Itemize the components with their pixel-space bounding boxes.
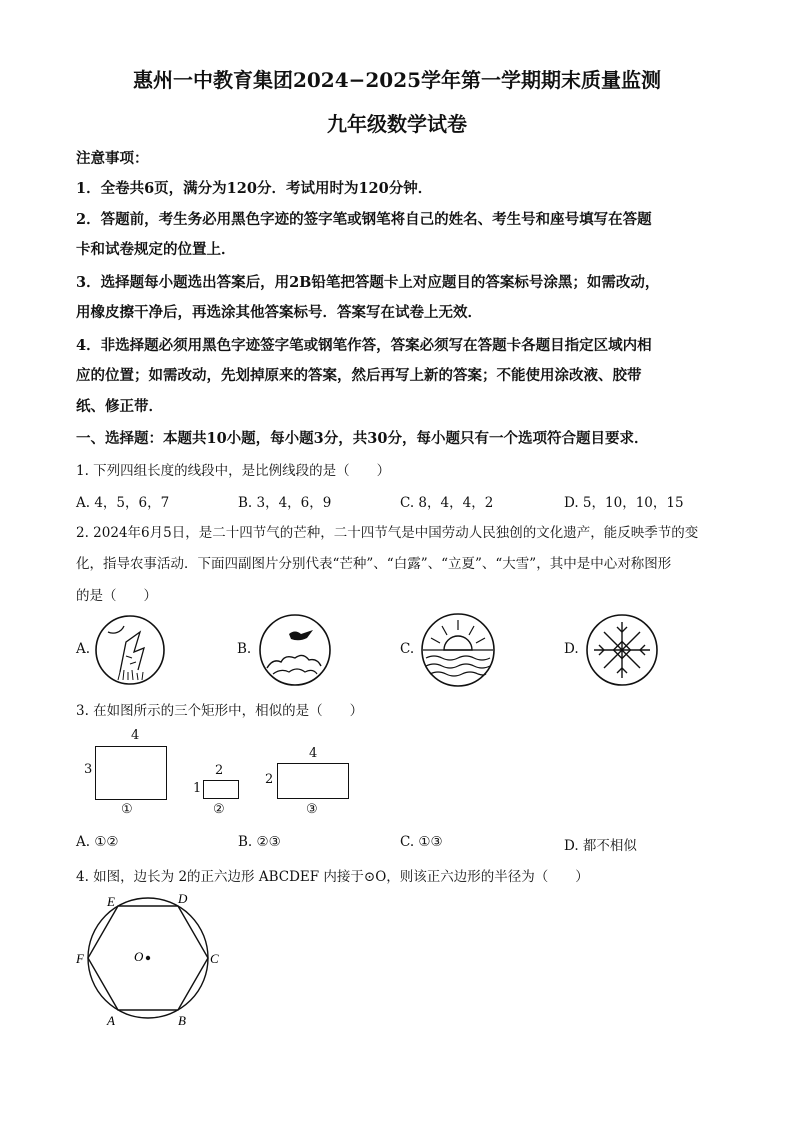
q1-option-a: A. 4，5，6，7 [76,495,170,511]
rect-3-number: ③ [306,802,318,817]
note-line: 3．选择题每小题选出答案后，用2B铅笔把答题卡上对应题目的答案标号涂黑；如需改动， [76,274,660,291]
vertex-label-c: C [210,951,219,966]
q3-option-d: D. 都不相似 [564,838,637,854]
mangzhong-picture [90,612,170,688]
question-2-line: 化，指导农事活动．下面四副图片分别代表“芒种”、“白露”、“立夏”、“大雪”，其中是中心对称图形 [76,556,672,572]
q1-option-c: C. 8，4，4，2 [400,495,494,511]
rect-3-top-length: 4 [309,746,318,761]
rectangle-2 [203,780,239,799]
vertex-label-b: B [178,1013,186,1028]
note-line: 用橡皮擦干净后，再选涂其他答案标号．答案写在试卷上无效． [76,304,482,321]
bailu-picture [255,612,335,688]
vertex-label-a: A [107,1013,115,1028]
vertex-label-d: D [178,891,188,906]
notes-heading: 注意事项： [76,150,149,167]
vertex-label-f: F [76,951,84,966]
section-heading: 一、选择题：本题共10小题，每小题3分，共30分，每小题只有一个选项符合题目要求． [76,430,649,447]
rectangle-3 [277,763,349,799]
q2-option-d-label: D. [564,641,579,657]
q1-option-d: D. 5，10，10，15 [564,495,684,511]
question-2-line: 2. 2024年6月5日，是二十四节气的芒种，二十四节气是中国劳动人民独创的文化遗产，能反映季节的变 [76,525,699,541]
note-line: 2．答题前，考生务必用黑色字迹的签字笔或钢笔将自己的姓名、考生号和座号填写在答题 [76,211,652,228]
rect-1-top-length: 4 [131,728,140,743]
q2-option-b-label: B. [237,641,252,657]
question-1-stem: 1. 下列四组长度的线段中，是比例线段的是（ ） [76,463,391,479]
question-2-line: 的是（ ） [76,588,157,604]
rect-2-top-length: 2 [215,763,224,778]
rect-2-number: ② [213,802,225,817]
note-line: 应的位置；如需改动，先划掉原来的答案，然后再写上新的答案；不能使用涂改液、胶带 [76,367,642,384]
q2-option-c-label: C. [400,641,415,657]
daxue-snowflake-picture [582,612,662,688]
q3-option-c: C. ①③ [400,834,443,850]
note-line: 纸、修正带． [76,398,163,415]
rectangle-1 [95,746,167,800]
question-4-stem: 4. 如图，边长为 2的正六边形 ABCDEF 内接于⊙O，则该正六边形的半径为（ ） [76,869,589,885]
note-line: 4．非选择题必须用黑色字迹签字笔或钢笔作答，答案必须写在答题卡各题目指定区域内相 [76,337,652,354]
question-3-stem: 3. 在如图所示的三个矩形中，相似的是（ ） [76,703,364,719]
center-label-o: O [134,949,144,964]
rect-3-side-length: 2 [265,772,274,787]
page-subtitle: 九年级数学试卷 [327,112,467,136]
rect-1-number: ① [121,802,133,817]
note-line: 1．全卷共6页，满分为120分．考试用时为120分钟． [76,180,433,197]
lixia-picture [418,612,498,688]
q1-option-b: B. 3，4，6，9 [238,495,332,511]
note-line: 卡和试卷规定的位置上． [76,241,236,258]
vertex-label-e: E [107,894,115,909]
hexagon-inscribed-circle-figure [72,890,232,1030]
page-title: 惠州一中教育集团2024−2025学年第一学期期末质量监测 [132,68,662,92]
rect-1-side-length: 3 [84,762,93,777]
q3-option-a: A. ①② [76,834,119,850]
rect-2-side-length: 1 [193,781,202,796]
q2-option-a-label: A. [76,641,91,657]
q3-option-b: B. ②③ [238,834,281,850]
